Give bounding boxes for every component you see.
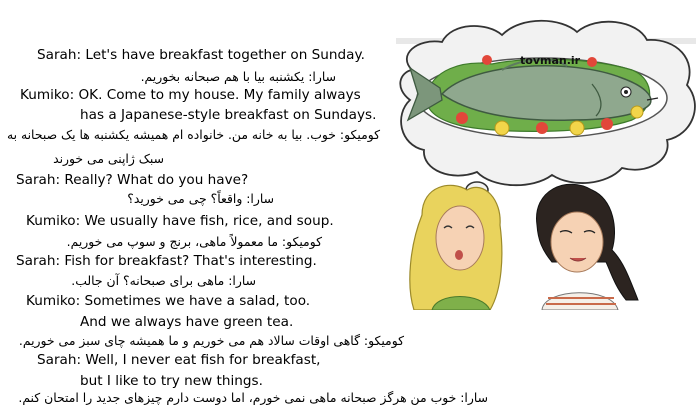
dialogue-line-8: سارا: واقعاً؟ چی می خورید؟ bbox=[127, 191, 274, 206]
dialogue-line-3: Kumiko: OK. Come to my house. My family always bbox=[20, 87, 361, 103]
dialogue-line-16: Sarah: Well, I never eat fish for breakfast, bbox=[37, 352, 321, 368]
watermark-text: tovman.ir bbox=[520, 54, 581, 67]
dialogue-line-12: سارا: ماهی برای صبحانه؟ آن جالب. bbox=[71, 273, 256, 288]
girl-blonde bbox=[410, 185, 502, 310]
dialogue-line-5: کومیکو: خوب. بیا به خانه من. خانواده ام همیشه یکشنبه ها یک صبحانه به bbox=[6, 127, 380, 142]
dialogue-line-13: Kumiko: Sometimes we have a salad, too. bbox=[26, 293, 311, 309]
dialogue-line-11: Sarah: Fish for breakfast? That's interesting. bbox=[16, 253, 317, 269]
dialogue-line-10: کومیکو: ما معمولاً ماهی، برنج و سوپ می خوریم. bbox=[66, 234, 322, 249]
dialogue-line-1: Sarah: Let's have breakfast together on Sunday. bbox=[37, 47, 365, 63]
dialogue-line-17: but I like to try new things. bbox=[80, 373, 263, 389]
dialogue-line-9: Kumiko: We usually have fish, rice, and soup. bbox=[26, 213, 334, 229]
dialogue-line-15: کومیکو: گاهی اوقات سالاد هم می خوریم و ما همیشه چای سبز می خوریم. bbox=[18, 333, 404, 348]
dialogue-line-4: has a Japanese-style breakfast on Sundays. bbox=[80, 107, 377, 123]
dialogue-line-18: سارا: خوب من هرگز صبحانه ماهی نمی خورم، اما دوست دارم چیزهای جدید را امتحان کنم. bbox=[18, 390, 488, 405]
dialogue-line-14: And we always have green tea. bbox=[80, 314, 294, 330]
dialogue-line-7: Sarah: Really? What do you have? bbox=[16, 172, 249, 188]
girl-dark-hair bbox=[537, 184, 638, 310]
illustration bbox=[392, 0, 700, 310]
dialogue-line-2: سارا: یکشنبه بیا با هم صبحانه بخوریم. bbox=[140, 69, 336, 84]
dialogue-line-6: سبک ژاپنی می خورند bbox=[53, 151, 164, 166]
